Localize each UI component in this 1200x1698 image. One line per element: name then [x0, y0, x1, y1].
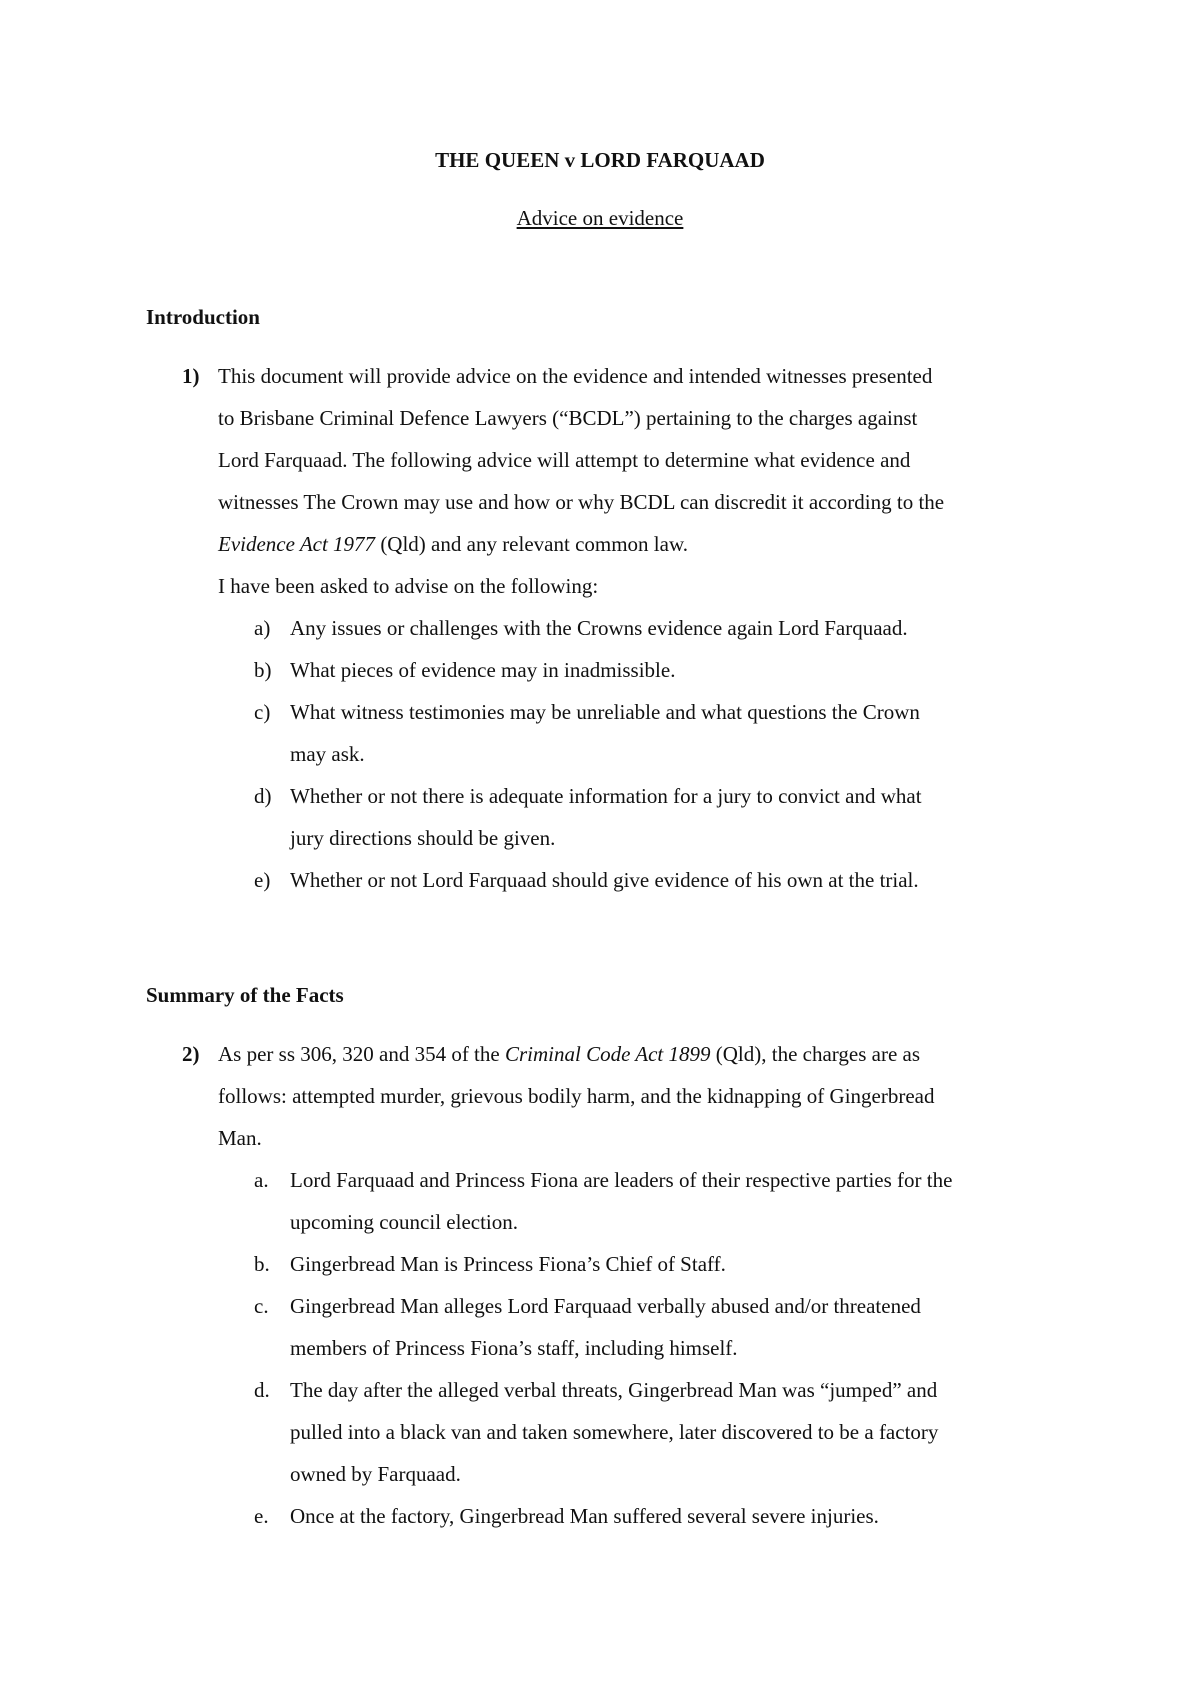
list-item	[218, 1159, 1066, 1243]
paragraph-2	[146, 1033, 1066, 1537]
list-item	[218, 1369, 1066, 1495]
paragraph-body	[218, 355, 1066, 607]
list-item	[218, 1285, 1066, 1369]
paragraph-line: Man.	[218, 1126, 262, 1150]
list-item-line: Lord Farquaad and Princess Fiona are leaders of their respective parties for the	[290, 1168, 953, 1192]
list-item-line: owned by Farquaad.	[290, 1462, 461, 1486]
list-item	[218, 775, 1066, 859]
list-marker: c.	[254, 1294, 269, 1318]
list-item-line: Gingerbread Man is Princess Fiona’s Chief of Staff.	[290, 1252, 726, 1276]
facts-heading: Summary of the Facts	[146, 983, 344, 1007]
document-subtitle: Advice on evidence	[516, 206, 684, 230]
list-item-line: Any issues or challenges with the Crowns evidence again Lord Farquaad.	[290, 616, 908, 640]
paragraph-body	[218, 1033, 1066, 1159]
list-item-line: may ask.	[290, 742, 365, 766]
facts-item-list	[146, 1159, 1066, 1537]
paragraph-number: 1)	[182, 364, 200, 388]
paragraph-line	[218, 1033, 1066, 1075]
list-marker: a)	[254, 616, 271, 640]
list-item	[218, 859, 1066, 901]
paragraph-line: This document will provide advice on the evidence and intended witnesses presented	[218, 364, 933, 388]
list-item	[218, 1495, 1066, 1537]
line-suffix: (Qld), the charges are as	[710, 1042, 921, 1066]
paragraph-line	[218, 523, 1066, 565]
list-marker: e.	[254, 1504, 269, 1528]
list-item	[218, 691, 1066, 775]
list-marker: b.	[254, 1252, 270, 1276]
paragraph-line: follows: attempted murder, grievous bodily harm, and the kidnapping of Gingerbread	[218, 1084, 935, 1108]
paragraph-line: to Brisbane Criminal Defence Lawyers (“BCDL”) pertaining to the charges against	[218, 406, 918, 430]
paragraph-line: Lord Farquaad. The following advice will attempt to determine what evidence and	[218, 448, 911, 472]
document-title: THE QUEEN v LORD FARQUAAD	[435, 148, 765, 172]
list-item-line: pulled into a black van and taken somewhere, later discovered to be a factory	[290, 1420, 939, 1444]
paragraph-1	[146, 355, 1066, 901]
line-prefix: As per ss 306, 320 and 354 of the	[218, 1042, 505, 1066]
paragraph-line: witnesses The Crown may use and how or why BCDL can discredit it according to the	[218, 490, 945, 514]
list-marker: a.	[254, 1168, 269, 1192]
list-marker: d.	[254, 1378, 270, 1402]
intro-item-list	[146, 607, 1066, 901]
list-item-line: members of Princess Fiona’s staff, including himself.	[290, 1336, 738, 1360]
list-item-line: The day after the alleged verbal threats, Gingerbread Man was “jumped” and	[290, 1378, 938, 1402]
act-citation-suffix: (Qld) and any relevant common law.	[375, 532, 689, 556]
act-citation: Evidence Act 1977	[218, 532, 376, 556]
list-item	[218, 649, 1066, 691]
list-item-line: What pieces of evidence may in inadmissible.	[290, 658, 676, 682]
list-marker: d)	[254, 784, 272, 808]
list-item-line: Whether or not Lord Farquaad should give evidence of his own at the trial.	[290, 868, 919, 892]
list-item-line: What witness testimonies may be unreliable and what questions the Crown	[290, 700, 920, 724]
list-marker: b)	[254, 658, 272, 682]
list-item	[218, 607, 1066, 649]
list-item-line: upcoming council election.	[290, 1210, 519, 1234]
list-marker: e)	[254, 868, 271, 892]
list-item-line: Whether or not there is adequate information for a jury to convict and what	[290, 784, 922, 808]
paragraph-number: 2)	[182, 1042, 200, 1066]
list-marker: c)	[254, 700, 271, 724]
list-item-line: Gingerbread Man alleges Lord Farquaad verbally abused and/or threatened	[290, 1294, 921, 1318]
act-citation: Criminal Code Act 1899	[504, 1042, 711, 1066]
list-item	[218, 1243, 1066, 1285]
asked-line: I have been asked to advise on the following:	[218, 574, 599, 598]
list-item-line: jury directions should be given.	[290, 826, 556, 850]
list-item-line: Once at the factory, Gingerbread Man suffered several severe injuries.	[290, 1504, 879, 1528]
introduction-heading: Introduction	[146, 305, 260, 329]
